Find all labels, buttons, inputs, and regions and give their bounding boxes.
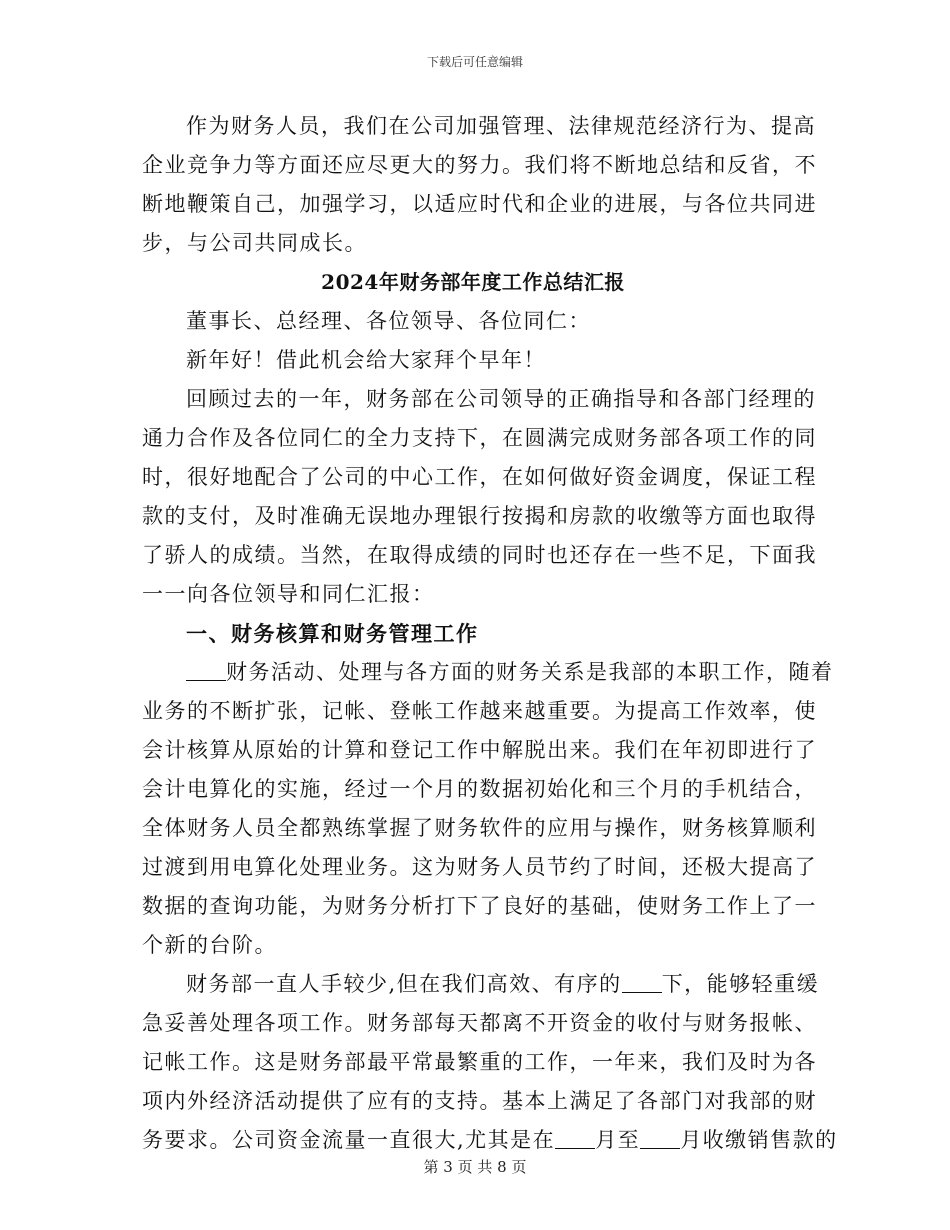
paragraph-text: 下，能够轻重缓: [661, 972, 820, 996]
paragraph-line: 作为财务人员，我们在公司加强管理、法律规范经济行为、提高: [186, 114, 816, 138]
paragraph-line: 全体财务人员全都熟练掌握了财务软件的应用与操作，财务核算顺利: [142, 816, 817, 840]
paragraph-line: 通力合作及各位同仁的全力支持下，在圆满完成财务部各项工作的同: [142, 426, 817, 450]
paragraph-line: 企业竞争力等方面还应尽更大的努力。我们将不断地总结和反省，不: [142, 153, 817, 177]
page-header: 下载后可任意编辑: [426, 55, 523, 69]
paragraph-line: 时，很好地配合了公司的中心工作，在如何做好资金调度，保证工程: [142, 465, 817, 489]
paragraph-line: 记帐工作。这是财务部最平常最繁重的工作，一年来，我们及时为各: [142, 1050, 817, 1074]
paragraph-line: 了骄人的成绩。当然，在取得成绩的同时也还存在一些不足，下面我: [142, 543, 817, 567]
paragraph-line: 急妥善处理各项工作。财务部每天都离不开资金的收付与财务报帐、: [142, 1011, 817, 1035]
paragraph-line: 款的支付，及时准确无误地办理银行按揭和房款的收缴等方面也取得: [142, 504, 817, 528]
document-body: [142, 107, 838, 1160]
paragraph-line: 业务的不断扩张，记帐、登帐工作越来越重要。为提高工作效率，使: [142, 699, 817, 723]
paragraph-text: 月至: [595, 1128, 641, 1152]
new-year-line: 新年好！借此机会给大家拜个早年！: [186, 348, 546, 372]
paragraph-text: 务要求。公司资金流量一直很大,尤其是在: [142, 1128, 556, 1152]
paragraph-line: 断地鞭策自己，加强学习，以适应时代和企业的进展，与各位共同进: [142, 192, 817, 216]
paragraph-line: 个新的台阶。: [142, 933, 277, 957]
greeting-line: 董事长、总经理、各位领导、各位同仁：: [186, 309, 591, 333]
paragraph-text: 财务活动、处理与各方面的财务关系是我部的本职工作，随着: [226, 660, 834, 684]
section-heading: 一、财务核算和财务管理工作: [186, 621, 479, 646]
paragraph-line: 一一向各位领导和同仁汇报：: [142, 582, 435, 606]
page-footer: 第 3 页 共 8 页: [423, 1158, 527, 1176]
paragraph-text: 财务部一直人手较少,但在我们高效、有序的: [186, 972, 622, 996]
paragraph-line: [142, 653, 834, 692]
paragraph-line: 过渡到用电算化处理业务。这为财务人员节约了时间，还极大提高了: [142, 855, 817, 879]
fill-in-blank: [640, 1126, 680, 1149]
paragraph-text: 月收缴销售款的: [680, 1128, 838, 1152]
paragraph-line: [142, 965, 820, 1004]
paragraph-line: 会计电算化的实施，经过一个月的数据初始化和三个月的手机结合，: [142, 777, 817, 801]
fill-in-blank: [186, 658, 226, 681]
paragraph-line: 回顾过去的一年，财务部在公司领导的正确指导和各部门经理的: [186, 387, 816, 411]
paragraph-line: 会计核算从原始的计算和登记工作中解脱出来。我们在年初即进行了: [142, 738, 817, 762]
paragraph-line: 步，与公司共同成长。: [142, 231, 367, 255]
fill-in-blank: [622, 970, 662, 993]
document-title: 2024年财务部年度工作总结汇报: [321, 270, 625, 294]
paragraph-line: 数据的查询功能，为财务分析打下了良好的基础，使财务工作上了一: [142, 894, 817, 918]
paragraph-line: [142, 1121, 838, 1160]
paragraph-line: 项内外经济活动提供了应有的支持。基本上满足了各部门对我部的财: [142, 1089, 817, 1113]
fill-in-blank: [555, 1126, 595, 1149]
